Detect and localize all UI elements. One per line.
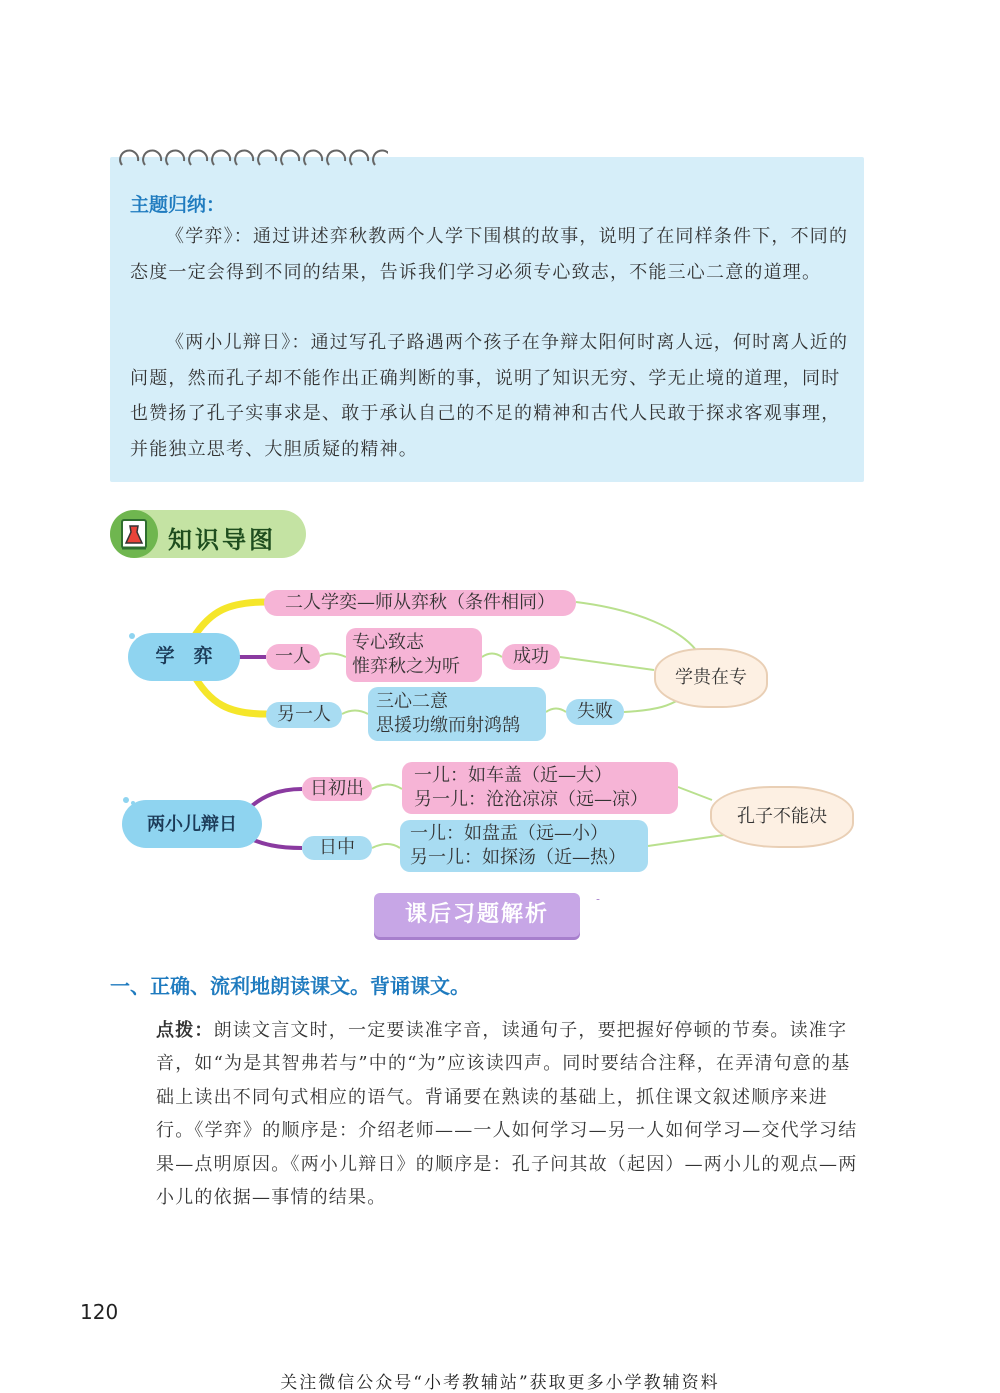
mindmap-xueyi-other-detail xyxy=(368,687,546,741)
mindmap-xueyi-one: 一人 xyxy=(266,644,320,670)
mindmap-xueyi-other-result: 失败 xyxy=(566,699,624,725)
mindmap-xueyi-one-detail-line: 专心致志 xyxy=(352,632,424,653)
summary-paragraph-liangxiaoer: 《两小儿辩日》：通过写孔子路遇两个孩子在争辩太阳何时离人远，何时离人近的问题，然而孔子却不能作出正确判断的事，说明了知识无穷、学无止境的道理，同时也赞扬了孔子实事求是、敢于承认自己的不足的精神和古代人民敢于探求客观事理，并能独立思考、大胆质疑的精神。 xyxy=(130,332,849,460)
mindmap-liangxiaoer-morning-detail-line: 另一儿：沧沧凉凉（远—凉） xyxy=(414,789,648,810)
mindmap-xueyi-other: 另一人 xyxy=(266,702,342,728)
tip-label: 点拨： xyxy=(156,1020,214,1040)
mindmap-liangxiaoer-morning-detail-line: 一儿：如车盖（近—大） xyxy=(414,765,612,786)
mindmap-liangxiaoer-morning-detail xyxy=(402,762,678,814)
mindmap-liangxiaoer-noon-detail xyxy=(400,820,648,872)
mindmap-root-xueyi: 学 弈 xyxy=(128,633,240,681)
mindmap-liangxiaoer-noon-detail-line: 一儿：如盘盂（远—小） xyxy=(410,823,608,844)
mindmap-liangxiaoer-noon: 日中 xyxy=(302,836,372,860)
mindmap-xueyi-other-detail-line: 三心二意 xyxy=(376,691,448,712)
mindmap-xueyi-one-result: 成功 xyxy=(502,644,560,670)
footer-note: 关注微信公众号“小考教辅站”获取更多小学教辅资料 xyxy=(280,1373,720,1393)
mindmap-xueyi-one-detail xyxy=(346,628,482,682)
mindmap-xueyi-other-detail-line: 思援功缴而射鸿鹄 xyxy=(376,715,520,736)
question-1-heading: 一、正确、流利地朗读课文。背诵课文。 xyxy=(110,974,470,998)
mindmap-root-liangxiaoer: 两小儿辩日 xyxy=(122,800,262,848)
mindmap-xueyi-one-detail-line: 惟弈秋之为听 xyxy=(352,656,460,677)
tip-paragraph xyxy=(156,1014,862,1214)
mindmap-liangxiaoer-morning: 日初出 xyxy=(302,777,372,801)
mindmap-xueyi-conclusion: 学贵在专 xyxy=(654,648,768,708)
mindmap-xueyi-top: 二人学奕—师从弈秋（条件相同） xyxy=(264,590,576,616)
tip-text: 朗读文言文时，一定要读准字音，读通句子，要把握好停顿的节奏。读准字音，如“为是其智弗若与”中的“为”应该读四声。同时要结合注释，在弄清句意的基础上读出不同句式相应的语气。背诵要在熟读的基础上，抓住课文叙述顺序来进行。《学弈》的顺序是：介绍老师——一人如何学习—另一人如何学习—交代学习结果—点明原因。《两小儿辩日》的顺序是：孔子问其故（起因）—两小儿的观点—两小儿的依据—事情的结果。 xyxy=(156,1020,858,1209)
summary-paragraph-xueyi: 《学弈》：通过讲述弈秋教两个人学下围棋的故事，说明了在同样条件下，不同的态度一定会得到不同的结果，告诉我们学习必须专心致志，不能三心二意的道理。 xyxy=(130,226,849,283)
mindmap-liangxiaoer-noon-detail-line: 另一儿：如探汤（近—热） xyxy=(410,847,626,868)
knowledge-map-title: 知识导图 xyxy=(168,526,276,554)
mindmap-liangxiaoer-conclusion: 孔子不能决 xyxy=(710,786,854,848)
summary-title: 主题归纳： xyxy=(130,194,226,216)
page-number: 120 xyxy=(80,1300,119,1324)
exercise-section-banner: 课后习题解析 xyxy=(374,893,580,937)
